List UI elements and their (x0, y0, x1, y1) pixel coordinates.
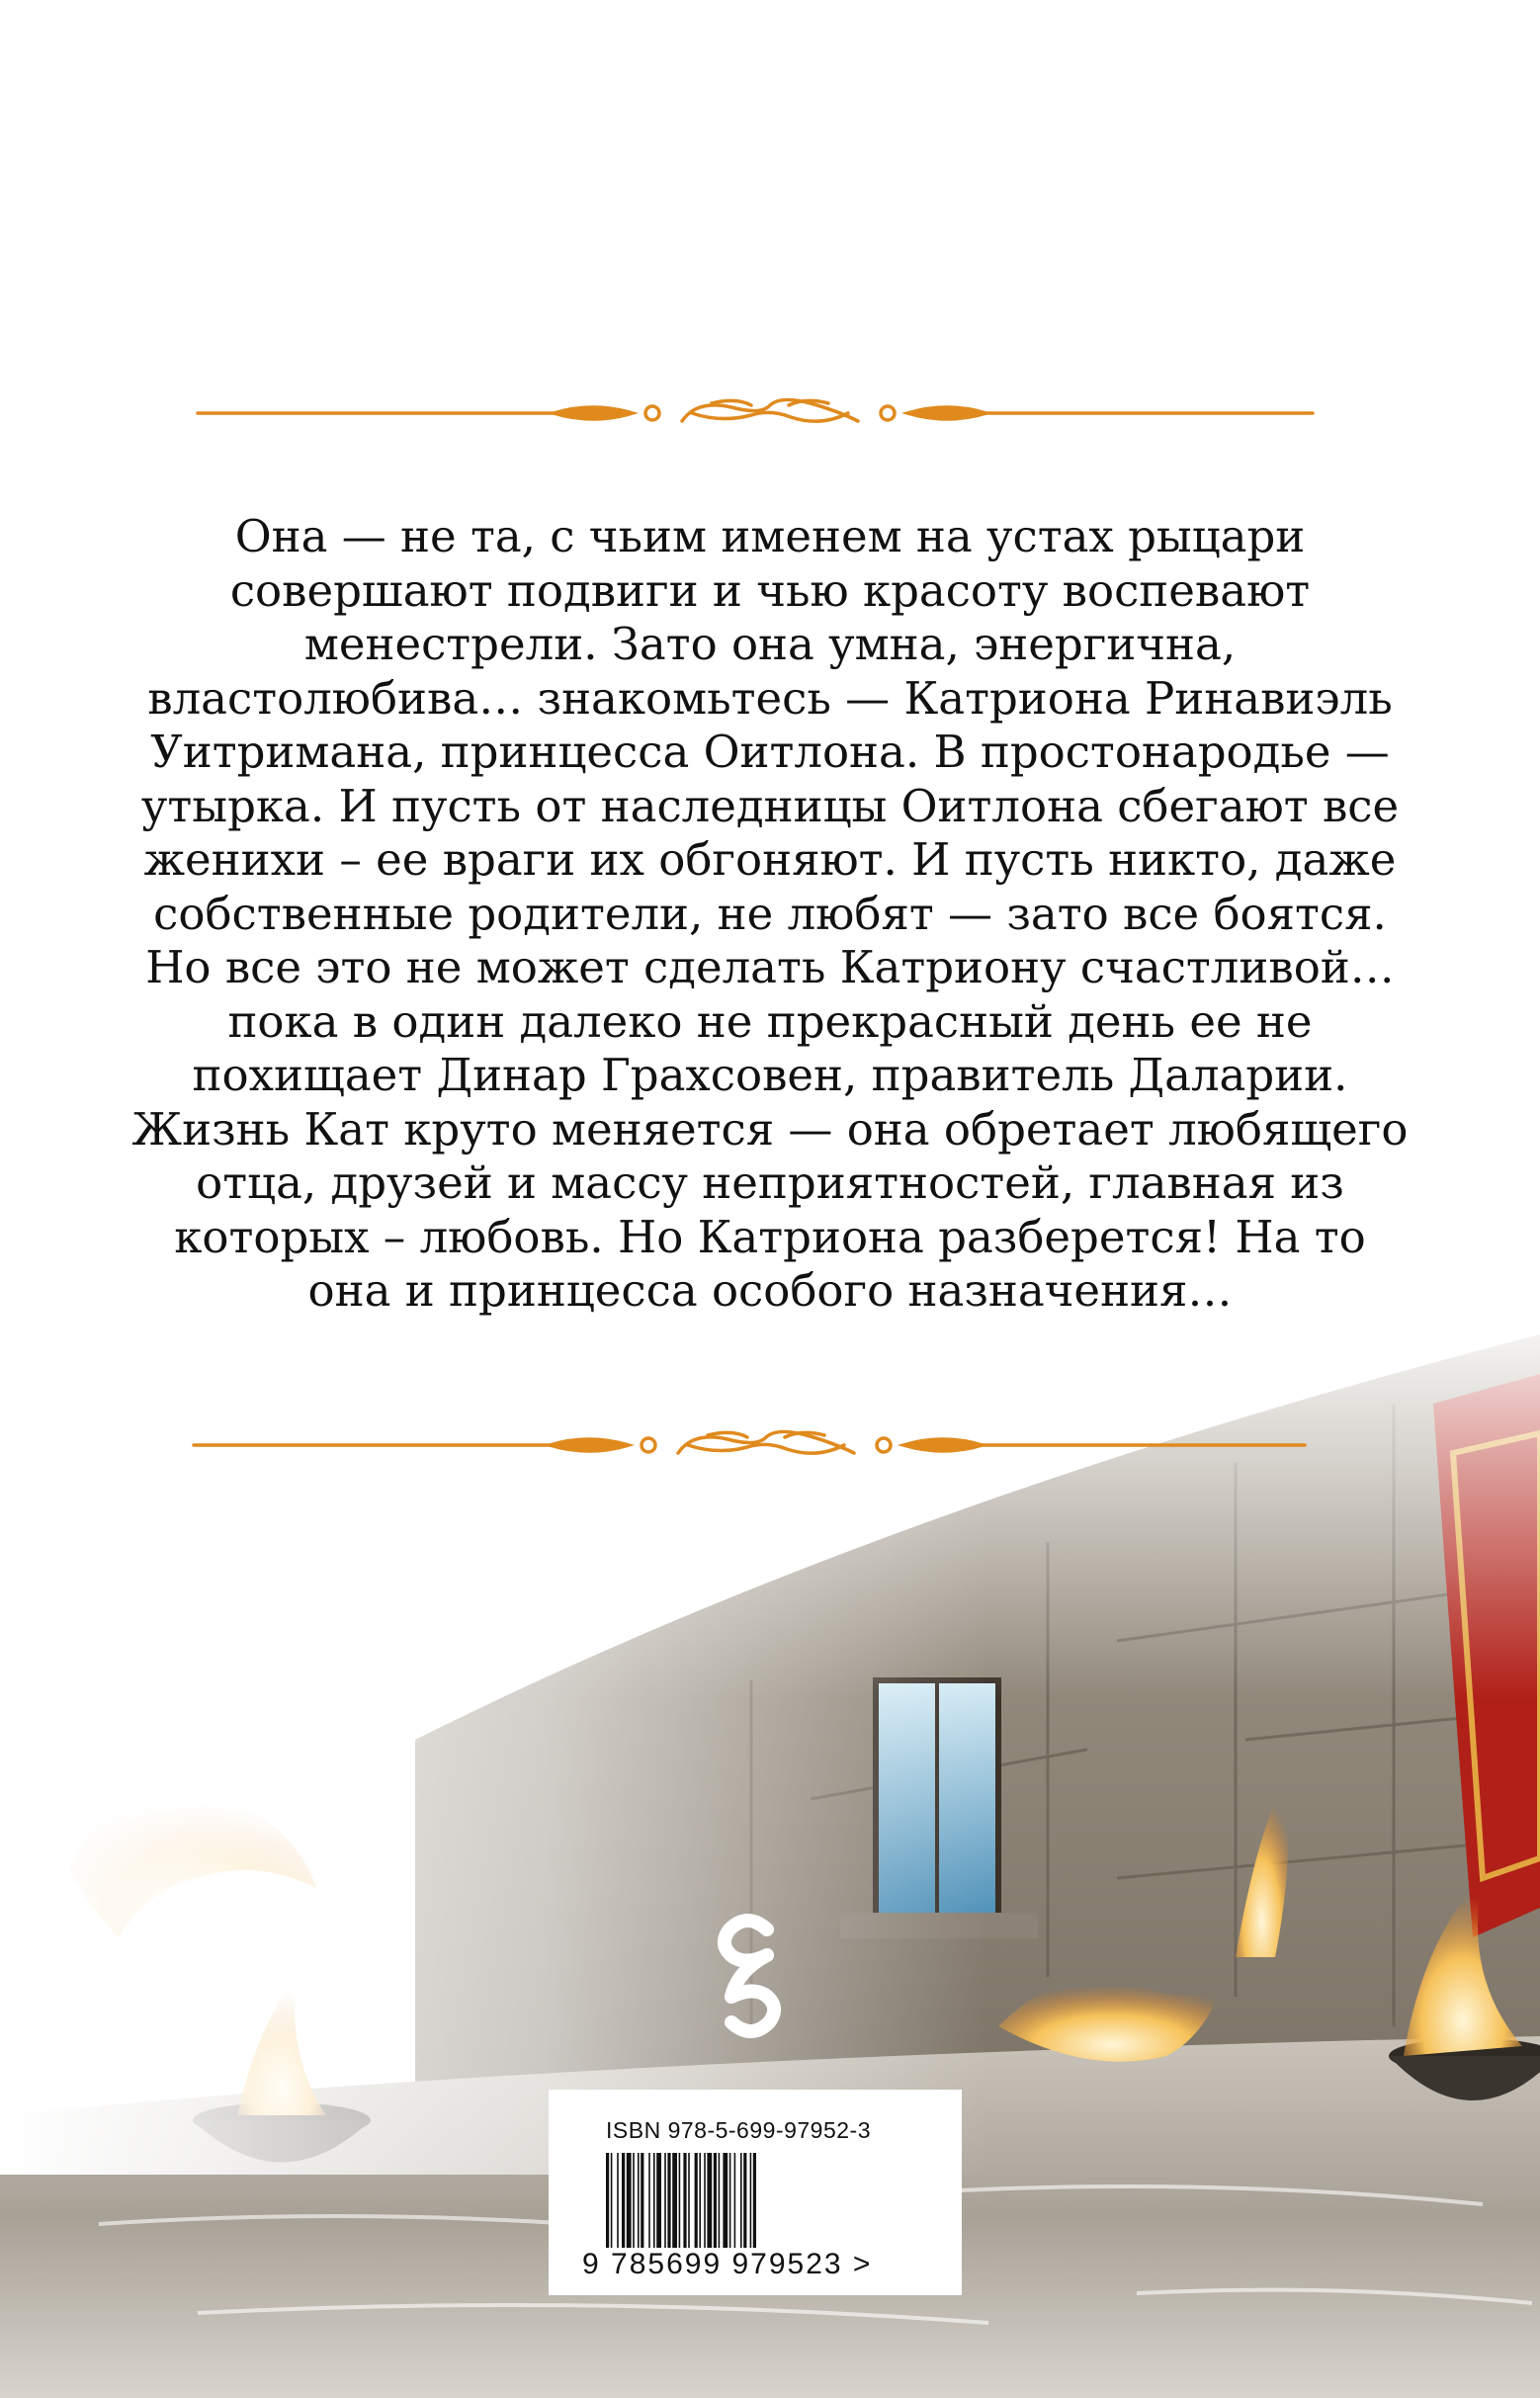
barcode-bar (627, 2153, 632, 2248)
barcode-bar (606, 2153, 609, 2248)
barcode-bar (723, 2153, 727, 2248)
barcode-bar (641, 2153, 643, 2248)
blurb-line: пока в один далеко не прекрасный день ее не (227, 994, 1313, 1048)
barcode-bar (688, 2153, 690, 2248)
barcode-bar (683, 2153, 686, 2248)
blurb-line: похищает Динар Грахсовен, правитель Даларии. (192, 1049, 1348, 1101)
swirl-divider-icon (0, 393, 1540, 433)
barcode-bar (699, 2153, 701, 2248)
barcode-bar (707, 2153, 712, 2248)
barcode-bar (648, 2153, 650, 2248)
barcode-bar (653, 2153, 655, 2248)
barcode-bar (679, 2153, 681, 2248)
barcode-bar (719, 2153, 721, 2248)
blurb-line: которых – любовь. Но Катриона разберется! На то (174, 1210, 1366, 1263)
blurb-line: Жизнь Кат круто меняется — она обретает любящего (131, 1102, 1409, 1156)
barcode-bar (714, 2153, 717, 2248)
swirl-divider-icon (0, 1425, 1540, 1465)
barcode-bar (664, 2153, 666, 2248)
barcode-bar (695, 2153, 698, 2248)
barcode-bar (667, 2153, 670, 2248)
blurb-line: менестрели. Зато она умна, энергична, (303, 618, 1237, 670)
blurb-line: Уитримана, принцесса Оитлона. В простонародье — (150, 726, 1390, 778)
barcode-bar (638, 2153, 640, 2248)
barcode-bar (740, 2153, 742, 2248)
blurb-line: отца, друзей и массу неприятностей, главная из (196, 1156, 1344, 1209)
eksmo-logo-icon (718, 1912, 781, 2040)
blurb-line: она и принцесса особого назначения… (307, 1264, 1233, 1317)
barcode-bar (656, 2153, 661, 2248)
barcode-bar (622, 2153, 625, 2248)
barcode-bar (753, 2153, 756, 2248)
barcode-bar (633, 2153, 635, 2248)
blurb-line: собственные родители, не любят — зато все боятся. (153, 887, 1387, 940)
barcode-digits: 9 785699 979523 > (582, 2248, 873, 2280)
barcode-bar (750, 2153, 752, 2248)
barcode-bar (734, 2153, 736, 2248)
blurb-line: властолюбива… знакомьтесь — Катриона Ринавиэль (147, 671, 1393, 725)
blurb-line: женихи – ее враги их обгоняют. И пусть никто, даже (143, 833, 1397, 886)
blurb-line: Она — не та, с чьим именем на устах рыцари (234, 510, 1306, 562)
book-blurb (119, 510, 1421, 1319)
isbn-label: ISBN 978-5-699-97952-3 (606, 2117, 871, 2143)
blurb-line: утырка. И пусть от наследницы Оитлона сбегают все (140, 779, 1400, 832)
barcode-bar (704, 2153, 706, 2248)
barcode-bar (743, 2153, 746, 2248)
blurb-line: совершают подвиги и чью красоту воспевают (229, 563, 1311, 617)
blurb-line: Но все это не может сделать Катриону счастливой… (145, 941, 1395, 993)
barcode-bar (611, 2153, 613, 2248)
barcode-bar (729, 2153, 731, 2248)
barcode-bar (672, 2153, 677, 2248)
barcode (606, 2153, 902, 2248)
isbn-barcode-panel (549, 2090, 962, 2295)
barcode-bar (617, 2153, 619, 2248)
